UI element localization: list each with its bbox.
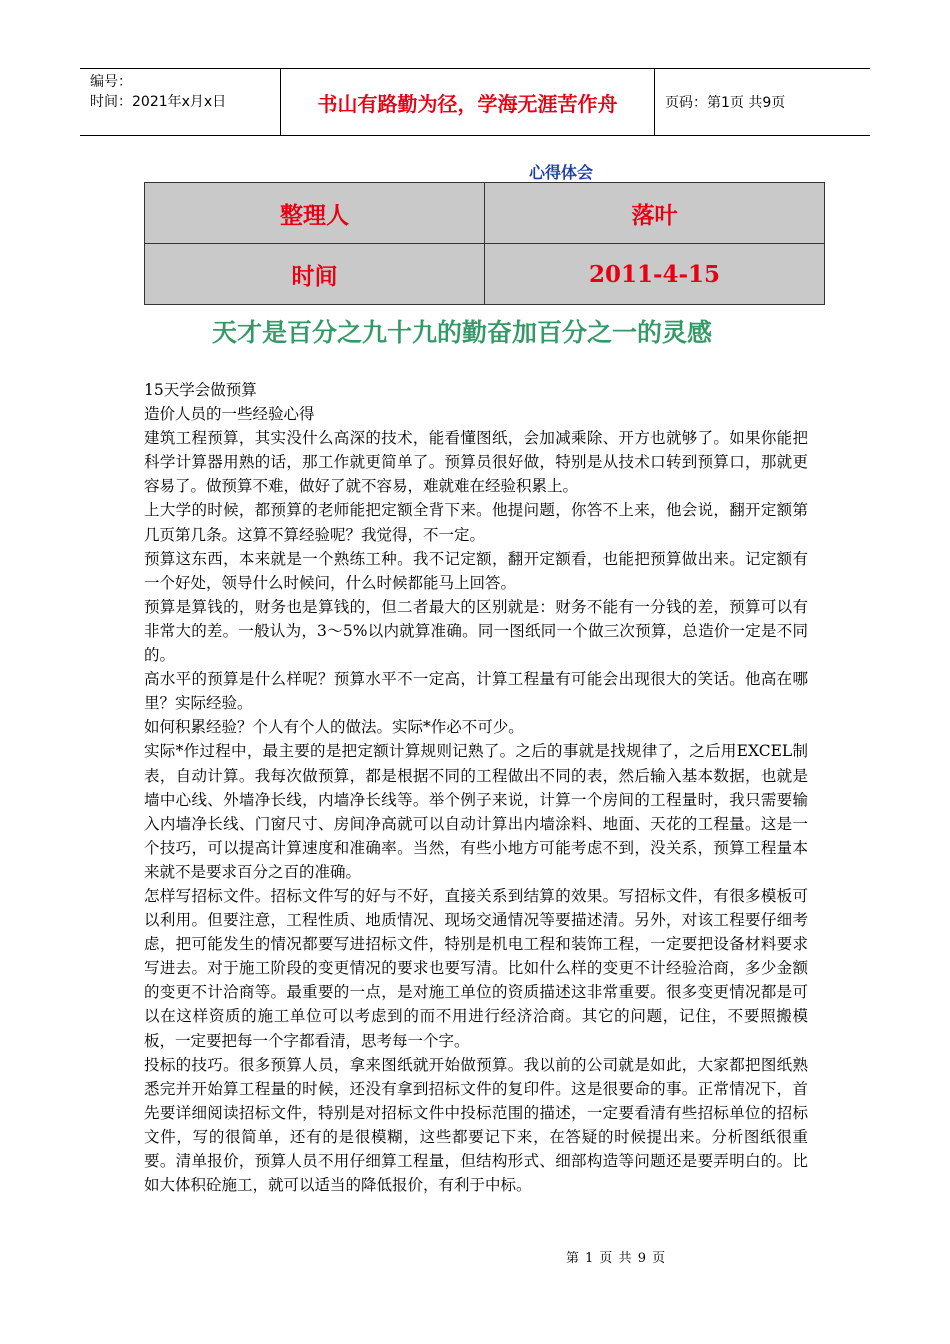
paragraph: 怎样写招标文件。招标文件写的好与不好，直接关系到结算的效果。写招标文件，有很多模板可以利用。但要注意，工程性质、地质情况、现场交通情况等要描述清。另外，对该工程要仔细考虑，把可能发生的情况都要写进招标文件，特别是机电工程和装饰工程，一定要把设备材料要求写进去。对于施工阶段的变更情况的要求也要写清。比如什么样的变更不计经验洽商，多少金额的变更不计洽商等。最重要的一点，是对施工单位的资质描述这非常重要。很多变更情况都是可以在这样资质的施工单位可以考虑到的而不用进行经济洽商。其它的问题，记住，不要照搬模板，一定要把每一个字都看清，思考每一个字。: [144, 886, 808, 1050]
paragraph: 实际*作过程中，最主要的是把定额计算规则记熟了。之后的事就是找规律了，之后用EXCEL制表，自动计算。我每次做预算，都是根据不同的工程做出不同的表，然后输入基本数据，也就是墙中心线、外墙净长线，内墙净长线等。举个例子来说，计算一个房间的工程量时，我只需要输入内墙净长线、门窗尺寸、房间净高就可以自动计算出内墙涂料、地面、天花的工程量。这是一个技巧，可以提高计算速度和准确率。当然，有些小地方可能考虑不到，没关系，预算工程量本来就不是要求百分之百的准确。: [144, 742, 808, 881]
paragraph: 建筑工程预算，其实没什么高深的技术，能看懂图纸，会加减乘除、开方也就够了。如果你能把科学计算器用熟的话，那工作就更简单了。预算员很好做，特别是从技术口转到预算口，那就更容易了。做预算不难，做好了就不容易，难就难在经验积累上。: [144, 429, 808, 496]
table-row: [145, 183, 825, 244]
doc-time-label: 时间：2021年x月x日: [90, 94, 227, 110]
time-value: 2011-4-15: [485, 244, 825, 305]
article-subtitle: 造价人员的一些经验心得: [144, 405, 315, 424]
doc-number-label: 编号：: [90, 74, 132, 90]
header-meta: [80, 69, 281, 135]
table-row: [145, 244, 825, 305]
motto-heading: 天才是百分之九十九的勤奋加百分之一的灵感: [211, 318, 712, 347]
page-header: [80, 68, 870, 136]
paragraph: 投标的技巧。很多预算人员，拿来图纸就开始做预算。我以前的公司就是如此，大家都把图纸熟悉完并开始算工程量的时候，还没有拿到招标文件的复印件。这是很要命的事。正常情况下，首先要详细阅读招标文件，特别是对招标文件中投标范围的描述，一定要看清有些招标单位的招标文件，写的很简单，还有的是很模糊，这些都要记下来，在答疑的时候提出来。分析图纸很重要。清单报价，预算人员不用仔细算工程量，但结构形式、细部构造等问题还是要弄明白的。比如大体积砼施工，就可以适当的降低报价，有利于中标。: [144, 1055, 808, 1195]
time-label: 时间: [145, 244, 485, 305]
paragraph: 预算是算钱的，财务也是算钱的，但二者最大的区别就是：财务不能有一分钱的差，预算可以有非常大的差。一般认为，3～5%以内就算准确。同一图纸同一个做三次预算，总造价一定是不同的。: [144, 597, 808, 665]
article-title: 15天学会做预算: [144, 381, 257, 399]
organizer-value: 落叶: [485, 183, 825, 244]
paragraph: 上大学的时候，都预算的老师能把定额全背下来。他提问题，你答不上来，他会说，翻开定额第几页第几条。这算不算经验呢？我觉得，不一定。: [144, 501, 808, 544]
header-page-info: 页码：第1页 共9页: [665, 95, 786, 111]
page-footer: 第 1 页 共 9 页: [565, 1251, 667, 1266]
article-body: [144, 378, 808, 1197]
paragraph: 预算这东西，本来就是一个熟练工种。我不记定额，翻开定额看，也能把预算做出来。记定额有一个好处，领导什么时候问，什么时候都能马上回答。: [144, 549, 808, 592]
document-type-label: 心得体会: [528, 163, 593, 182]
info-table: [144, 182, 825, 305]
paragraph: 如何积累经验？个人有个人的做法。实际*作必不可少。: [144, 718, 524, 737]
paragraph: 高水平的预算是什么样呢？预算水平不一定高，计算工程量有可能会出现很大的笑话。他高在哪里？实际经验。: [144, 670, 808, 713]
header-slogan: 书山有路勤为径，学海无涯苦作舟: [281, 69, 655, 135]
organizer-label: 整理人: [145, 183, 485, 244]
